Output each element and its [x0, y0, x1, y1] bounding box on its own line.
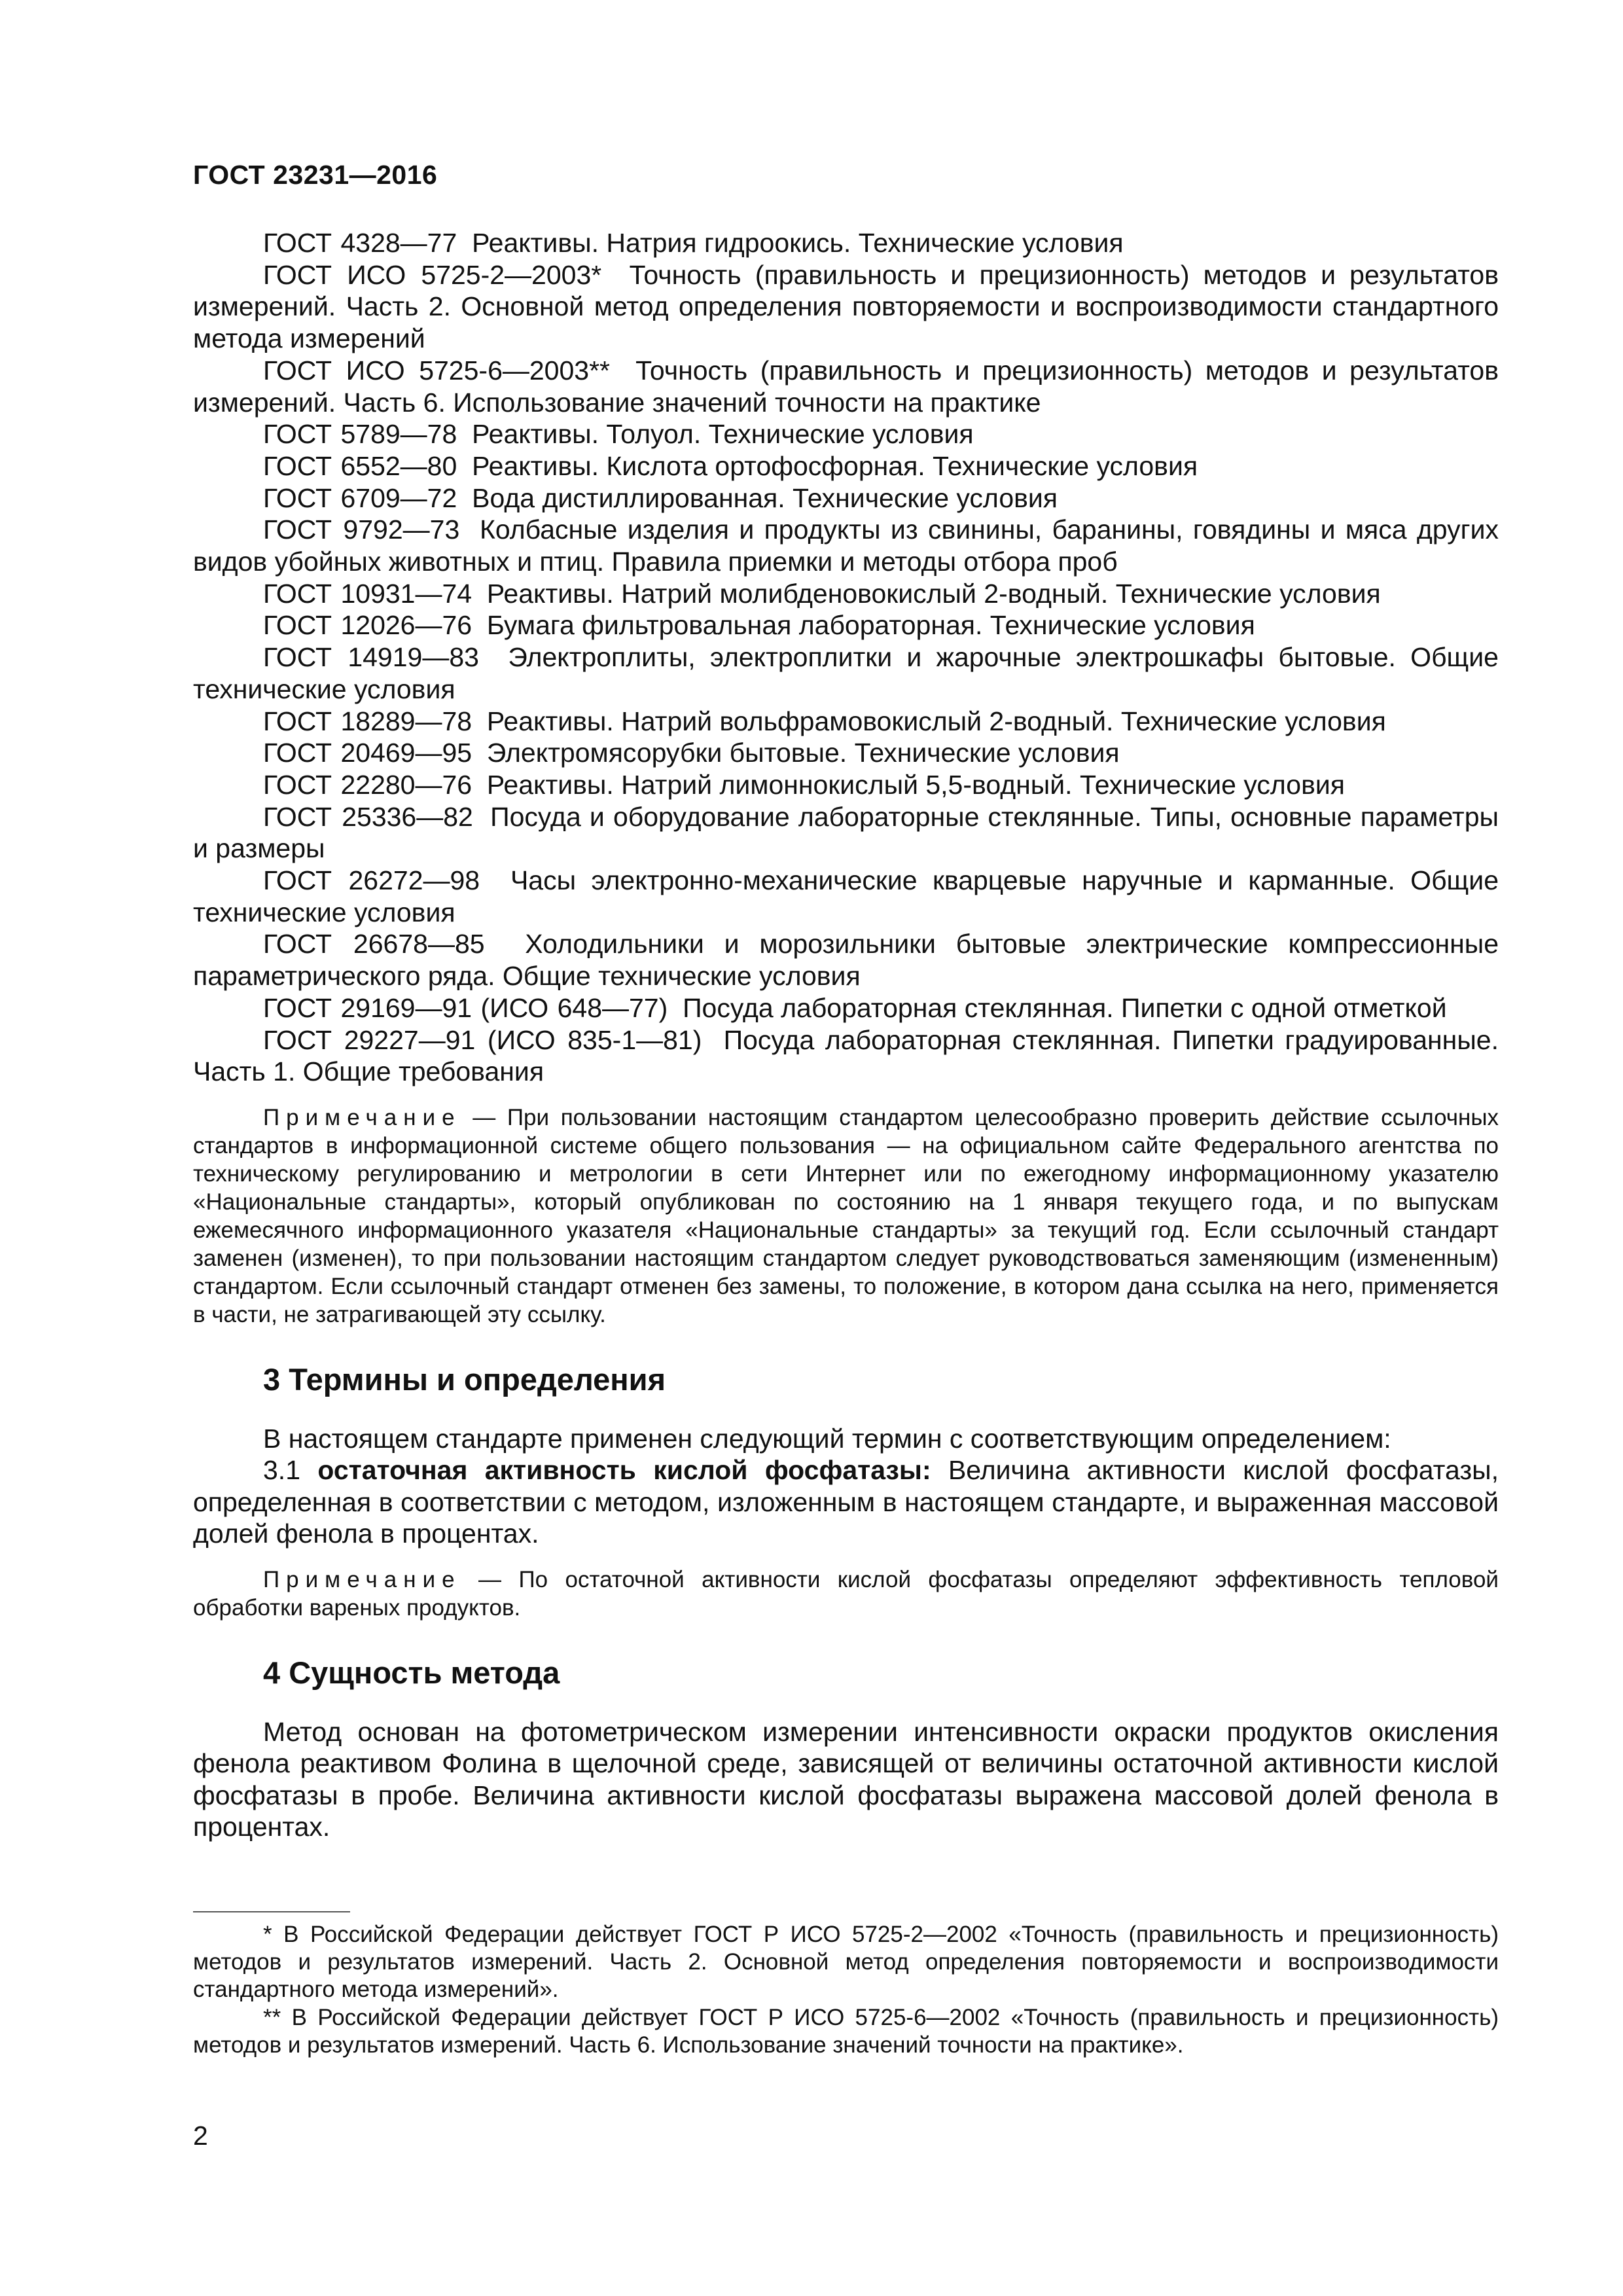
reference-text: Посуда лабораторная стеклянная. Пипетки градуированные. Часть 1. Общие требования: [193, 1024, 1499, 1087]
reference-text: Реактивы. Натрий молибденовокислый 2-водный. Технические условия: [486, 578, 1381, 609]
reference-item: [193, 259, 1499, 355]
reference-item: [193, 514, 1499, 577]
footnote-separator: [193, 1911, 350, 1912]
term-name: остаточная активность кислой фосфатазы:: [317, 1455, 931, 1486]
reference-item: [193, 1024, 1499, 1088]
reference-item: [193, 578, 1499, 610]
reference-text: Реактивы. Натрий вольфрамовокислый 2-водный. Технические условия: [486, 706, 1386, 736]
reference-code: ГОСТ 6709—72: [263, 482, 457, 513]
reference-text: Часы электронно-механические кварцевые наручные и карманные. Общие технические условия: [193, 865, 1499, 927]
reference-code: ГОСТ 26678—85: [263, 929, 485, 960]
reference-item: [193, 482, 1499, 514]
section-4-text: Метод основан на фотометрическом измерении интенсивности окраски продуктов окисления фенола реактивом Фолина в щелочной среде, зависящей от величины остаточной активности кислой фосфатазы в пробе. Величина активности кислой фосфатазы выражена массовой долей фенола в процентах.: [193, 1716, 1499, 1842]
reference-item: [193, 418, 1499, 450]
reference-text: Электроплиты, электроплитки и жарочные электрошкафы бытовые. Общие технические условия: [193, 642, 1499, 704]
reference-text: Точность (правильность и прецизионность) методов и результатов измерений. Часть 6. Использование значений точности на практике: [193, 355, 1499, 418]
section-3-heading: 3 Термины и определения: [263, 1361, 666, 1397]
reference-code: ГОСТ 22280—76: [263, 769, 473, 800]
reference-code: ГОСТ 12026—76: [263, 610, 473, 641]
reference-code: ГОСТ ИСО 5725-2—2003*: [263, 259, 602, 290]
footnote-1: * В Российской Федерации действует ГОСТ Р ИСО 5725-2—2002 «Точность (правильность и прецизионность) методов и результатов измерений. Часть 2. Основной метод определения повторяемости и воспроизводимости стандартного метода измерений».: [193, 1922, 1499, 2002]
reference-text: Реактивы. Толуол. Технические условия: [472, 419, 974, 450]
reference-code: ГОСТ 18289—78: [263, 706, 473, 736]
section-4-heading: 4 Сущность метода: [263, 1655, 560, 1690]
section-3-intro: В настоящем стандарте применен следующий термин с соответствующим определением:: [263, 1423, 1391, 1454]
reference-text: Реактивы. Кислота ортофосфорная. Технические условия: [472, 450, 1198, 481]
term-definition-text: Величина активности кислой фосфатазы, определенная в соответствии с методом, изложенным в настоящем стандарте, и выраженная массовой долей фенола в процентах.: [193, 1455, 1499, 1549]
reference-code: ГОСТ 14919—83: [263, 642, 479, 673]
reference-item: [193, 450, 1499, 482]
reference-code: ГОСТ 20469—95: [263, 738, 473, 768]
reference-text: Реактивы. Натрия гидроокись. Технические условия: [472, 228, 1124, 258]
footnote-2: ** В Российской Федерации действует ГОСТ Р ИСО 5725-6—2002 «Точность (правильность и прецизионность) методов и результатов измерений. Часть 6. Использование значений точности на практике».: [193, 2005, 1499, 2058]
reference-text: Посуда и оборудование лабораторные стеклянные. Типы, основные параметры и размеры: [193, 801, 1499, 864]
reference-list: [193, 227, 1499, 1088]
reference-code: ГОСТ 10931—74: [263, 578, 473, 609]
reference-code: ГОСТ 29169—91 (ИСО 648—77): [263, 992, 668, 1023]
reference-text: Бумага фильтровальная лабораторная. Технические условия: [486, 610, 1255, 641]
term-number: 3.1: [263, 1455, 300, 1486]
term-note: [193, 1566, 1499, 1622]
reference-code: ГОСТ 5789—78: [263, 419, 457, 450]
reference-item: [193, 609, 1499, 641]
reference-text: Вода дистиллированная. Технические условия: [472, 482, 1058, 513]
reference-item: [193, 227, 1499, 259]
term-definition: [193, 1454, 1499, 1550]
reference-text: Точность (правильность и прецизионность) методов и результатов измерений. Часть 2. Основной метод определения повторяемости и воспроизводимости стандартного метода измерений: [193, 259, 1499, 354]
reference-text: Реактивы. Натрий лимоннокислый 5,5-водный. Технические условия: [486, 769, 1345, 800]
reference-item: [193, 355, 1499, 418]
reference-code: ГОСТ 4328—77: [263, 228, 457, 258]
note-label: Примечание: [263, 1566, 461, 1592]
reference-item: [193, 737, 1499, 769]
page-number: 2: [193, 2121, 208, 2151]
note-text: — При пользовании настоящим стандартом целесообразно проверить действие ссылочных стандартов в информационной системе общего пользования — на официальном сайте Федерального агентства по техническому регулированию и метрологии в сети Интернет или по ежегодному информационному указателю «Национальные стандарты», который опубликован по состоянию на 1 января текущего года, и по выпускам ежемесячного информационного указателя «Национальные стандарты» за текущий год. Если ссылочный стандарт заменен (изменен), то при пользовании настоящим стандартом следует руководствоваться заменяющим (измененным) стандартом. Если ссылочный стандарт отменен без замены, то положение, в котором дана ссылка на него, применяется в части, не затрагивающей эту ссылку.: [193, 1104, 1499, 1327]
note-paragraph: [193, 1103, 1499, 1329]
reference-code: ГОСТ 9792—73: [263, 514, 460, 545]
reference-item: [193, 992, 1499, 1024]
note-label: Примечание: [263, 1104, 461, 1130]
reference-code: ГОСТ 6552—80: [263, 450, 457, 481]
reference-item: [193, 769, 1499, 801]
reference-item: [193, 706, 1499, 738]
reference-text: Колбасные изделия и продукты из свинины, баранины, говядины и мяса других видов убойных животных и птиц. Правила приемки и методы отбора проб: [193, 514, 1499, 577]
reference-code: ГОСТ 26272—98: [263, 865, 480, 896]
reference-code: ГОСТ 29227—91 (ИСО 835-1—81): [263, 1024, 702, 1055]
reference-item: [193, 641, 1499, 705]
reference-item: [193, 801, 1499, 865]
document-body: [193, 227, 1499, 1843]
reference-item: [193, 928, 1499, 992]
note-text: — По остаточной активности кислой фосфатазы определяют эффективность тепловой обработки вареных продуктов.: [193, 1566, 1499, 1621]
reference-code: ГОСТ 25336—82: [263, 801, 473, 832]
reference-text: Холодильники и морозильники бытовые электрические компрессионные параметрического ряда. Общие технические условия: [193, 929, 1499, 992]
reference-text: Электромясорубки бытовые. Технические условия: [486, 738, 1120, 768]
document-header: ГОСТ 23231—2016: [193, 160, 438, 190]
reference-item: [193, 865, 1499, 928]
reference-text: Посуда лабораторная стеклянная. Пипетки с одной отметкой: [683, 992, 1447, 1023]
reference-code: ГОСТ ИСО 5725-6—2003**: [263, 355, 610, 386]
